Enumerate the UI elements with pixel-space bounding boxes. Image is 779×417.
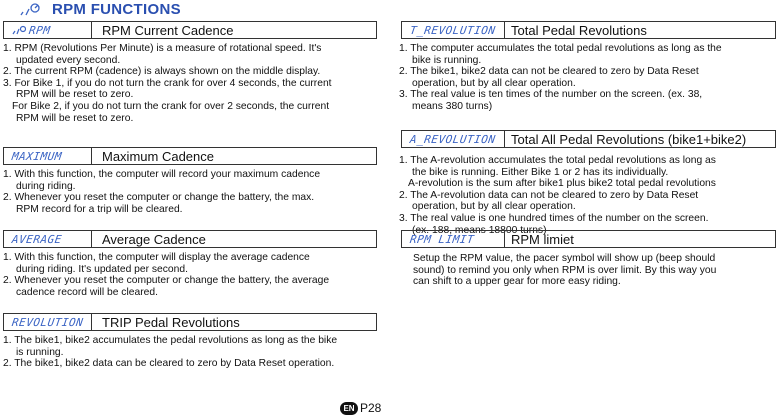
text-line: 1. With this function, the computer will display the average cadence [3,252,310,263]
text-line: RPM will be reset to zero. [16,89,134,101]
a-revolution-header [401,130,776,148]
a-revolution-description [399,155,716,236]
text-line: can shift to a upper gear for more easy riding. [413,276,621,288]
maximum-title: Maximum Cadence [102,148,214,164]
text-line: A-revolution is the sum after bike1 plus bike2 total pedal revolutions [408,178,716,190]
average-lcd-label: AVERAGE [4,231,92,247]
text-line: 2. The bike1, bike2 data can not be cleared to zero by Data Reset [399,66,699,78]
page-title: RPM FUNCTIONS [52,0,181,18]
t-revolution-header [401,21,776,39]
t-revolution-description [399,43,722,113]
language-badge: EN [340,402,358,415]
text-line: cadence record will be cleared. [16,286,158,298]
text-line: operation, but by all clear operation. [412,201,576,213]
text-line: updated every second. [16,54,121,66]
text-line: the bike is running. Either Bike 1 or 2 has its individually. [412,166,669,178]
a-revolution-lcd-label: A_REVOLUTION [402,131,505,147]
rpm-description [3,43,332,124]
average-header [3,230,377,248]
t-revolution-lcd-label: T_REVOLUTION [402,22,505,38]
text-line: RPM will be reset to zero. [16,112,134,124]
page-title-row [18,0,181,18]
maximum-header [3,147,377,165]
text-line: 1. The A-revolution accumulates the total pedal revolutions as long as [399,155,716,166]
text-line: 3. The real value is one hundred times of the number on the screen. [399,212,709,224]
text-line: 2. The bike1, bike2 data can be cleared to zero by Data Reset operation. [3,358,335,370]
text-line: bike is running. [412,54,482,66]
rpm-function-icon [18,1,46,17]
text-line: 1. The computer accumulates the total pedal revolutions as long as the [399,43,722,54]
maximum-description [3,169,320,215]
rpm-limit-title: RPM limiet [511,231,574,247]
text-line: 2. The A-revolution data can not be cleared to zero by Data Reset [399,189,699,201]
revolution-description [3,335,337,370]
revolution-title: TRIP Pedal Revolutions [102,314,240,330]
text-line: 2. Whenever you reset the computer or change the battery, the max. [3,192,315,204]
pedal-arrows-icon [12,25,26,35]
average-description [3,252,329,298]
text-line: Setup the RPM value, the pacer symbol will show up (beep should [413,253,716,264]
text-line: 1. The bike1, bike2 accumulates the pedal revolutions as long as the bike [3,335,338,346]
text-line: RPM record for a trip will be cleared. [16,203,183,215]
revolution-header [3,313,377,331]
page-footer [340,401,381,415]
maximum-lcd-label: MAXIMUM [4,148,92,164]
text-line: sound) to remind you only when RPM is over limit. By this way you [413,264,717,276]
average-title: Average Cadence [102,231,206,247]
text-line: during riding. [16,180,76,192]
a-revolution-title: Total All Pedal Revolutions (bike1+bike2) [511,131,747,147]
page-number: P28 [360,401,382,415]
text-line: 2. Whenever you reset the computer or change the battery, the average [3,275,330,287]
rpm-limit-description [413,253,716,288]
text-line: 3. For Bike 1, if you do not turn the crank for over 4 seconds, the current [3,77,332,89]
rpm-limit-lcd-label: RPM LIMIT [402,231,505,247]
t-revolution-title: Total Pedal Revolutions [511,22,647,38]
text-line: during riding. It's updated per second. [16,263,188,275]
rpm-lcd-label: RPM [4,22,92,38]
rpm-title: RPM Current Cadence [102,22,234,38]
text-line: 3. The real value is ten times of the number on the screen. (ex. 38, [399,89,703,101]
text-line: 1. With this function, the computer will record your maximum cadence [3,169,321,180]
text-line: is running. [16,346,64,358]
rpm-header [3,21,377,39]
text-line: 2. The current RPM (cadence) is always shown on the middle display. [3,66,321,78]
text-line: means 380 turns) [412,100,493,112]
text-line: For Bike 2, if you do not turn the crank for over 2 seconds, the current [12,100,330,112]
text-line: operation, but by all clear operation. [412,77,576,89]
revolution-lcd-label: REVOLUTION [4,314,92,330]
text-line: (ex. 188, means 18800 turns) [412,224,547,236]
text-line: 1. RPM (Revolutions Per Minute) is a measure of rotational speed. It's [3,43,322,54]
rpm-limit-header [401,230,776,248]
